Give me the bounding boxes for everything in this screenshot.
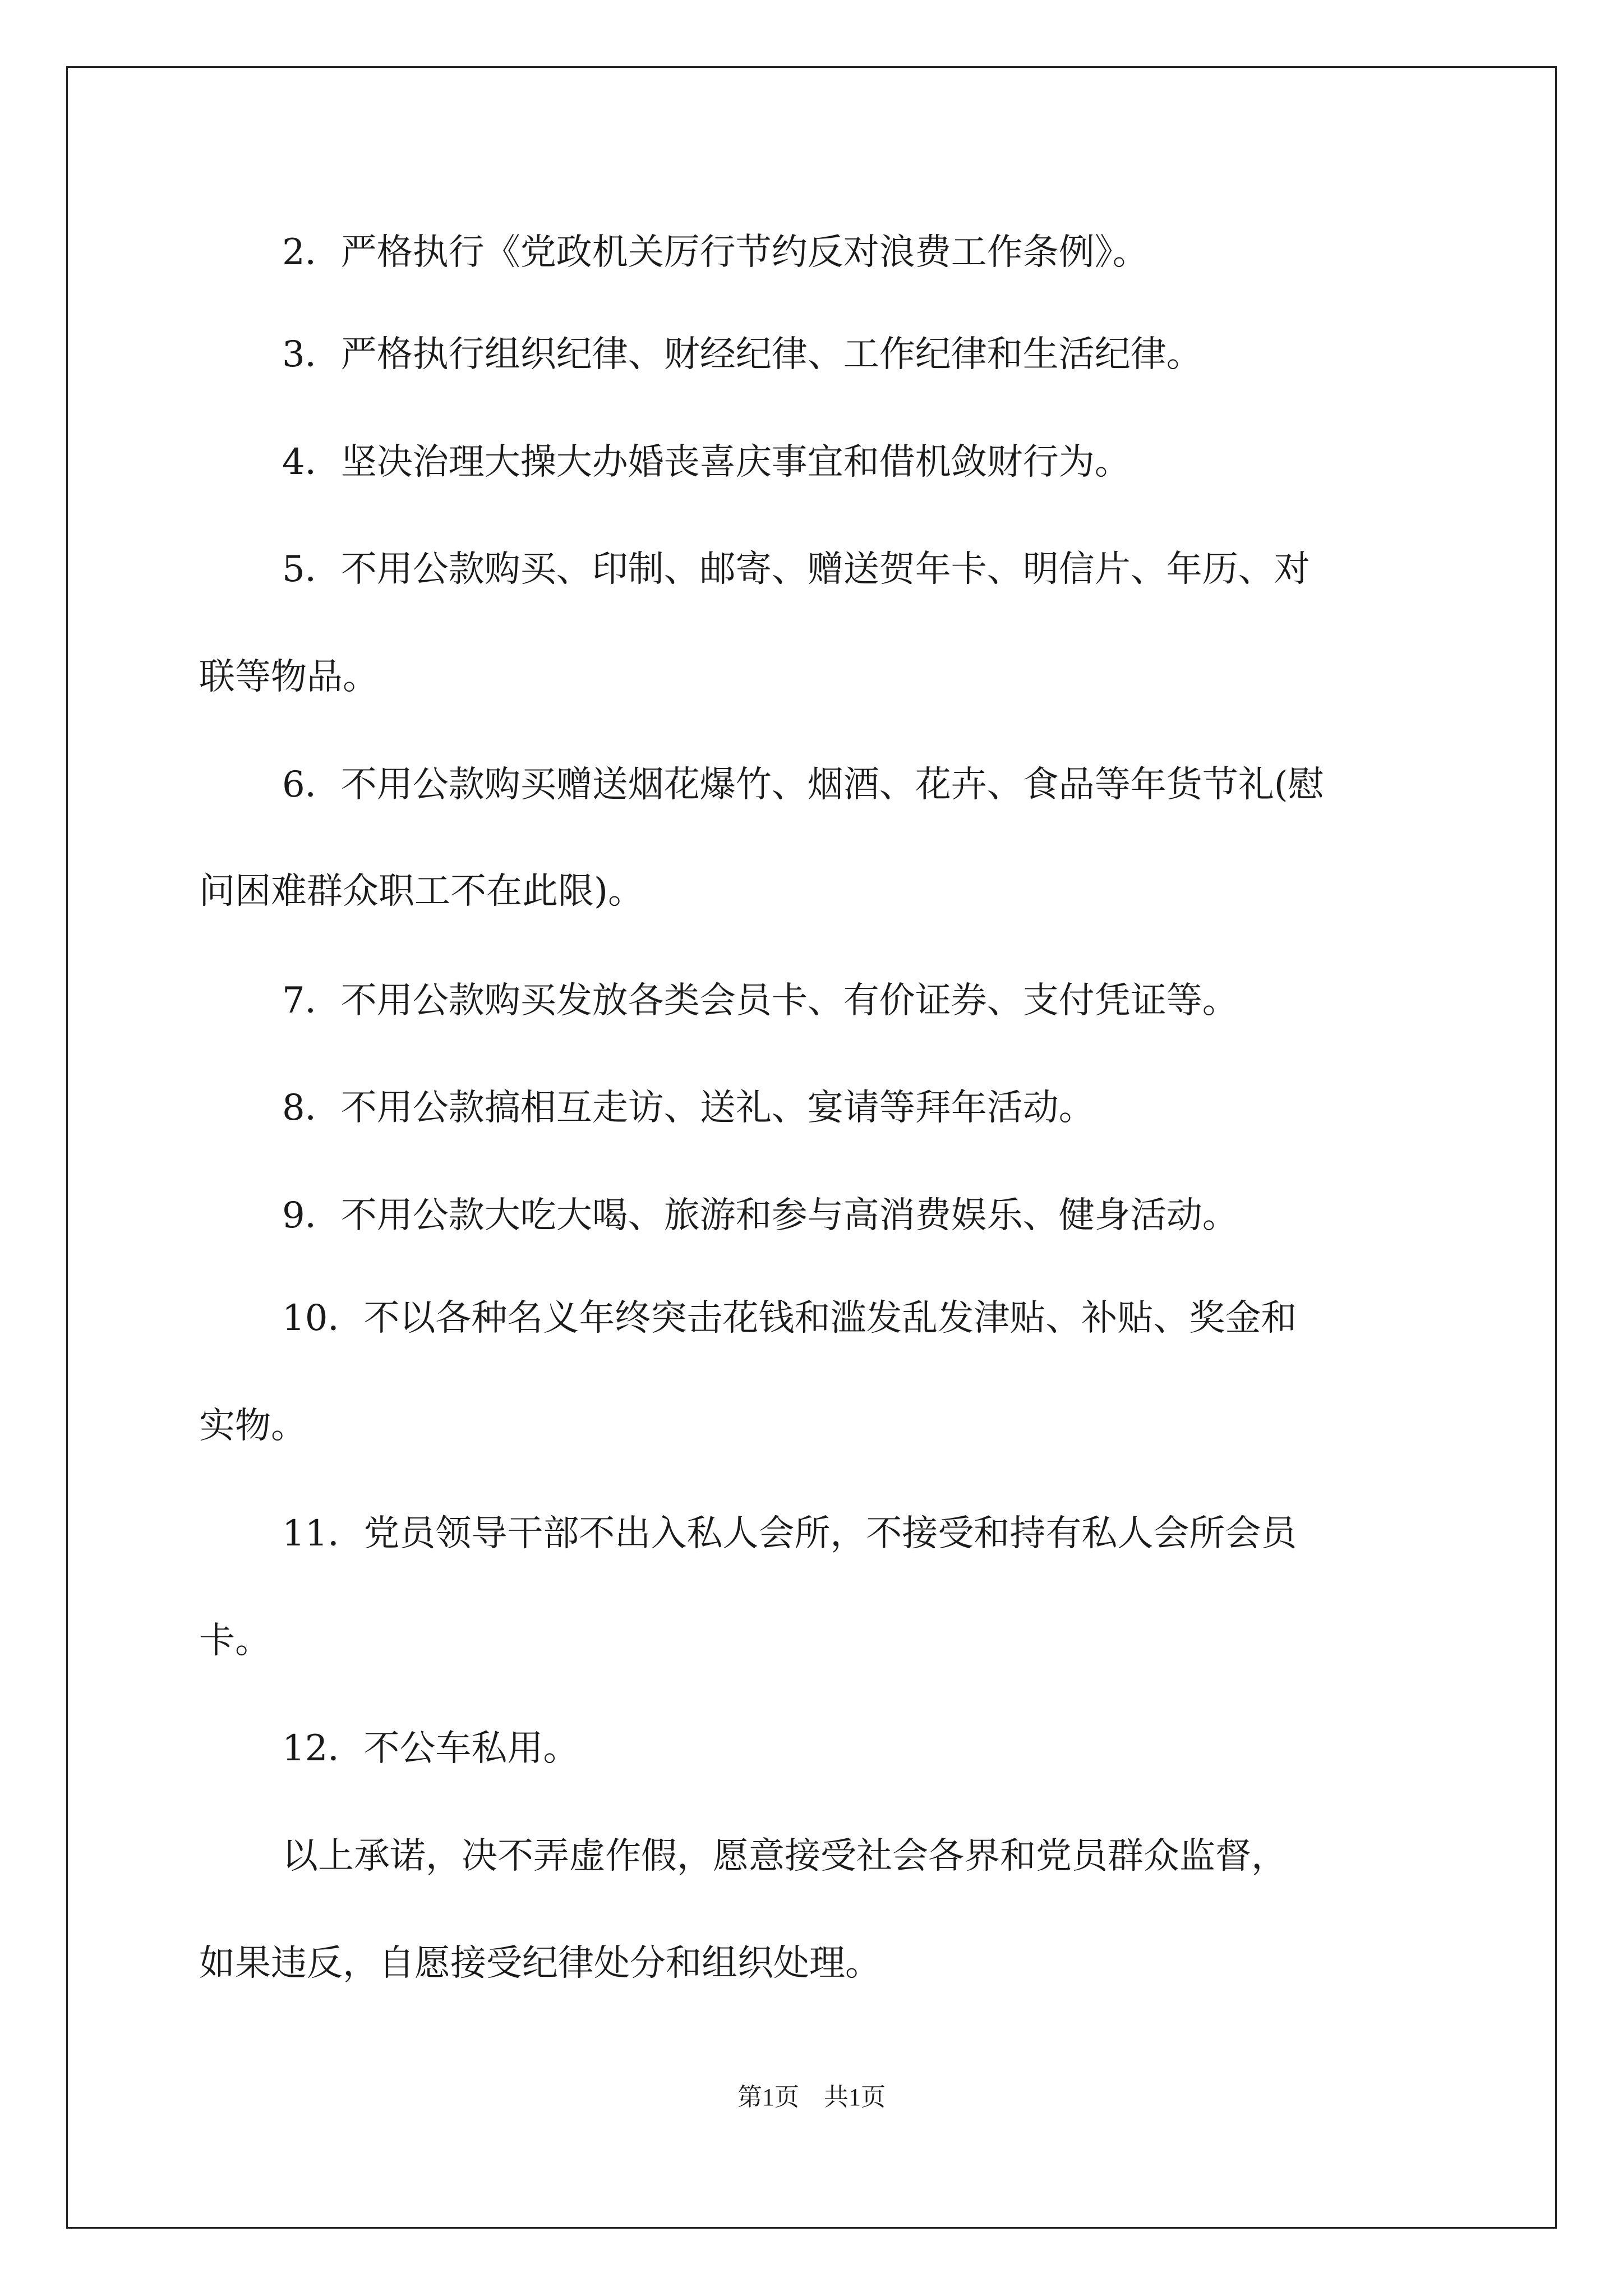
paragraph-6-line-1: 6．不用公款购买赠送烟花爆竹、烟酒、花卉、食品等年货节礼(慰 bbox=[282, 764, 1324, 806]
paragraph-10-line-2: 实物。 bbox=[199, 1405, 307, 1447]
closing-paragraph-line-1: 以上承诺，决不弄虚作假，愿意接受社会各界和党员群众监督， bbox=[282, 1835, 1287, 1877]
paragraph-3-line-1: 3．严格执行组织纪律、财经纪律、工作纪律和生活纪律。 bbox=[282, 334, 1202, 375]
paragraph-10-line-1: 10．不以各种名义年终突击花钱和滥发乱发津贴、补贴、奖金和 bbox=[282, 1297, 1297, 1339]
page-border bbox=[66, 66, 1557, 2229]
page-footer: 第1页 共1页 bbox=[737, 2083, 886, 2111]
paragraph-2-line-1: 2．严格执行《党政机关厉行节约反对浪费工作条例》。 bbox=[282, 232, 1149, 273]
paragraph-11-line-2: 卡。 bbox=[199, 1620, 271, 1662]
paragraph-4-line-1: 4．坚决治理大操大办婚丧喜庆事宜和借机敛财行为。 bbox=[282, 441, 1131, 483]
paragraph-7-line-1: 7．不用公款购买发放各类会员卡、有价证券、支付凭证等。 bbox=[282, 980, 1238, 1022]
closing-paragraph-line-2: 如果违反，自愿接受纪律处分和组织处理。 bbox=[199, 1943, 881, 1984]
paragraph-9-line-1: 9．不用公款大吃大喝、旅游和参与高消费娱乐、健身活动。 bbox=[282, 1195, 1238, 1236]
paragraph-6-line-2: 问困难群众职工不在此限)。 bbox=[199, 871, 644, 912]
paragraph-8-line-1: 8．不用公款搞相互走访、送礼、宴请等拜年活动。 bbox=[282, 1087, 1095, 1129]
paragraph-11-line-1: 11．党员领导干部不出入私人会所，不接受和持有私人会所会员 bbox=[282, 1513, 1297, 1554]
paragraph-12-line-1: 12．不公车私用。 bbox=[282, 1728, 579, 1769]
paragraph-5-line-1: 5．不用公款购买、印制、邮寄、赠送贺年卡、明信片、年历、对 bbox=[282, 549, 1310, 590]
paragraph-5-line-2: 联等物品。 bbox=[199, 656, 379, 698]
